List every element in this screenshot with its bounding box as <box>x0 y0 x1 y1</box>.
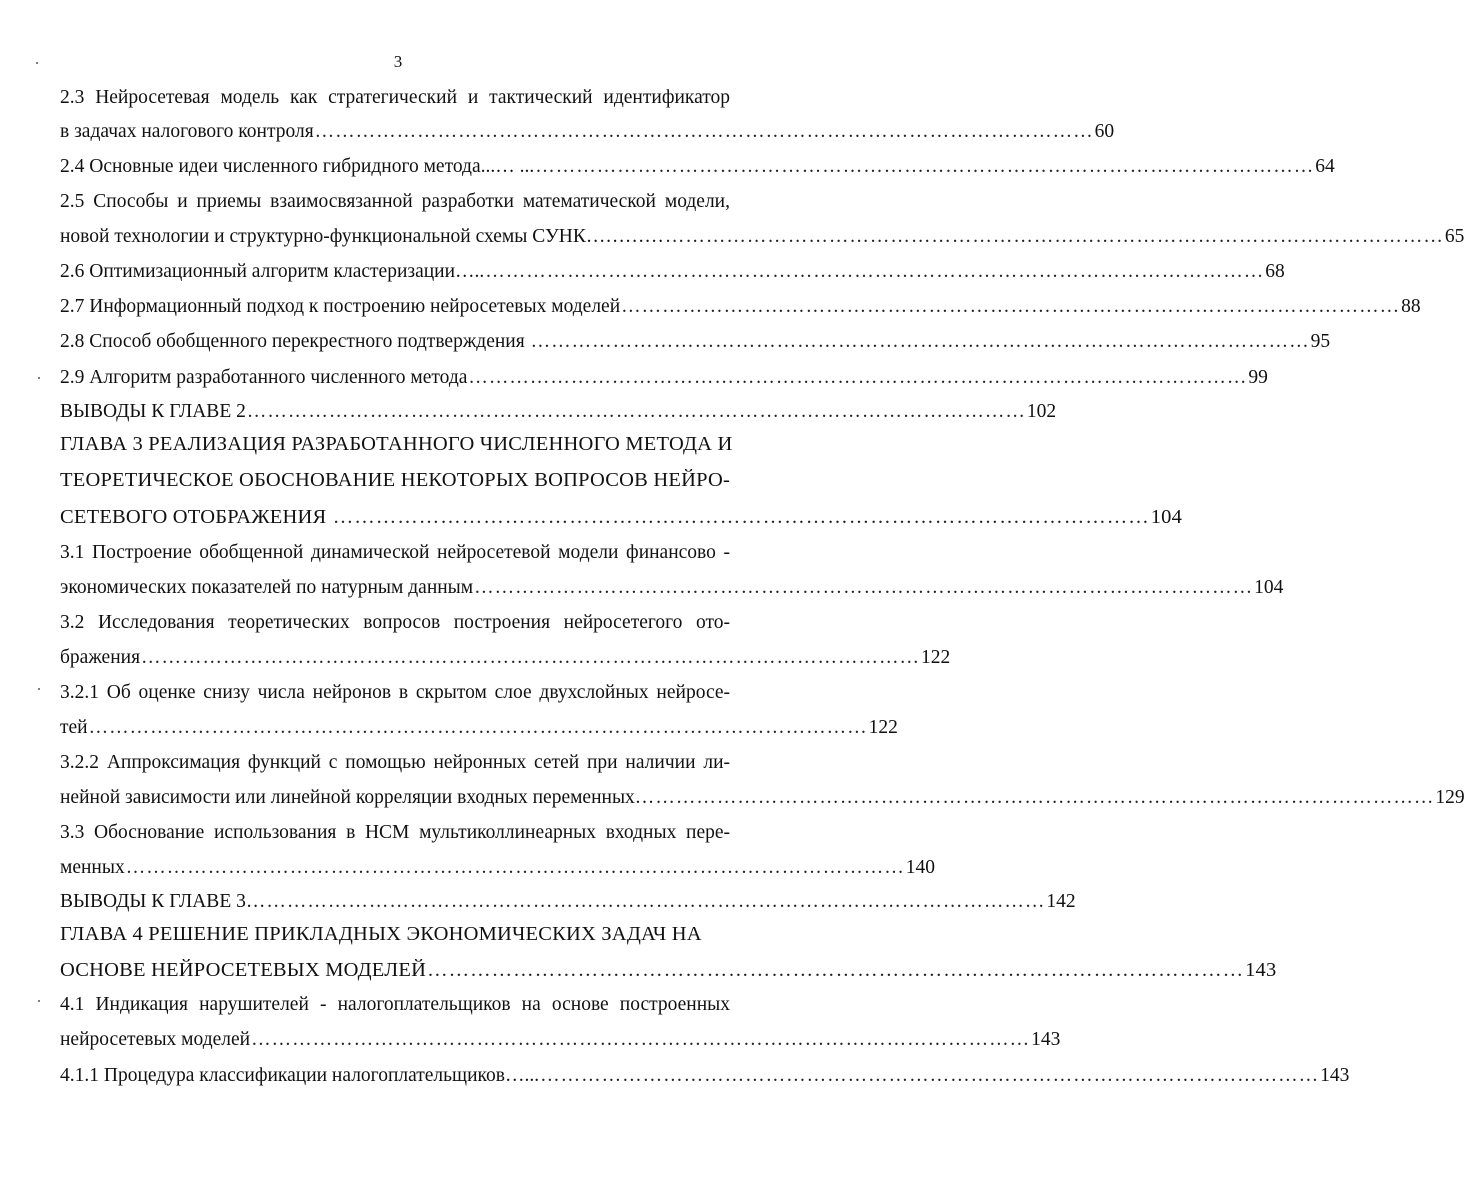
toc-entry-page: 95 <box>1310 331 1331 352</box>
toc-entry-page: 102 <box>1026 401 1057 422</box>
toc-entry-text: ВЫВОДЫ К ГЛАВЕ 2 <box>60 401 246 422</box>
toc-entry-page: 99 <box>1248 367 1268 388</box>
toc-entry-conclusions-3: ВЫВОДЫ К ГЛАВЕ 3… …………………………………………………………………………………………………… 142 <box>60 891 1076 912</box>
toc-entry-3-2-line1: 3.2 Исследования теоретических вопросов построения нейросетегого ото- <box>60 612 730 633</box>
toc-entry-page: 60 <box>1094 121 1115 142</box>
toc-chapter-3-line2: ТЕОРЕТИЧЕСКОЕ ОБОСНОВАНИЕ НЕКОТОРЫХ ВОПРОСОВ НЕЙРО- <box>60 469 730 491</box>
toc-entry-2-5-line1: 2.5 Способы и приемы взаимосвязанной разработки математической модели, <box>60 191 730 212</box>
toc-entry-3-2-1: тей …………………………………………………………………………………………………… 122 <box>60 717 898 738</box>
toc-entry-2-6: 2.6 Оптимизационный алгоритм кластеризации….. …………………………………………………………………………………………………… 68 <box>60 261 1285 282</box>
toc-entry-4-1-line1: 4.1 Индикация нарушителей - налогоплательщиков на основе построенных <box>60 994 730 1015</box>
toc-entry-page: 104 <box>1254 577 1284 598</box>
toc-entry-page: 129 <box>1435 787 1465 808</box>
toc-entry-text: 2.4 Основные идеи численного гибридного метода...… ... <box>60 156 535 177</box>
toc-entry-text: бражения <box>60 647 141 668</box>
scan-speck <box>36 62 38 64</box>
toc-entry-text: нейросетевых моделей <box>60 1029 251 1050</box>
toc-entry-text: в задачах налогового контроля <box>60 121 314 142</box>
toc-entry-text: 2.7 Информационный подход к построению нейросетевых моделей <box>60 296 621 317</box>
toc-entry-page: 122 <box>868 717 898 738</box>
scan-speck <box>38 377 40 379</box>
toc-entry-2-4: 2.4 Основные идеи численного гибридного метода...… ... …………………………………………………………………………………………………… 64 <box>60 156 1335 177</box>
toc-entry-4-1: нейросетевых моделей …………………………………………………………………………………………………… 143 <box>60 1029 1061 1050</box>
toc-entry-4-1-1: 4.1.1 Процедура классификации налогоплательщиков…... …………………………………………………………………………………………………… 143 <box>60 1065 1350 1086</box>
toc-entry-page: 104 <box>1150 506 1183 528</box>
toc-entry-text: 4.1.1 Процедура классификации налогоплательщиков…... <box>60 1065 540 1086</box>
toc-entry-3-2-2-line1: 3.2.2 Аппроксимация функций с помощью нейронных сетей при наличии ли- <box>60 752 730 773</box>
toc-entry-page: 143 <box>1245 959 1277 981</box>
scan-speck <box>38 688 40 690</box>
toc-entry-text: новой технологии и структурно-функциональной схемы СУНК………… <box>60 226 664 247</box>
toc-entry-3-3-line1: 3.3 Обоснование использования в НСМ мультиколлинеарных входных пере- <box>60 822 730 843</box>
toc-entry-page: 122 <box>921 647 951 668</box>
scan-speck <box>38 1000 40 1002</box>
toc-entry-text: 2.9 Алгоритм разработанного численного метода <box>60 367 468 388</box>
toc-entry-page: 68 <box>1265 261 1285 282</box>
toc-entry-conclusions-2: ВЫВОДЫ К ГЛАВЕ 2 …………………………………………………………………………………………………… 102 <box>60 401 1057 422</box>
toc-entry-text: 2.6 Оптимизационный алгоритм кластеризации….. <box>60 261 485 282</box>
toc-entry-2-9: 2.9 Алгоритм разработанного численного метода …………………………………………………………………………………………………… 99 <box>60 367 1268 388</box>
toc-entry-text: экономических показателей по натурным данным <box>60 577 474 598</box>
toc-entry-2-7: 2.7 Информационный подход к построению нейросетевых моделей …………………………………………………………………………………………………… 88 <box>60 296 1421 317</box>
toc-entry-2-3: в задачах налогового контроля …………………………………………………………………………………………………… 60 <box>60 121 1115 142</box>
toc-entry-2-5: новой технологии и структурно-функциональной схемы СУНК………… …………………………………………………………………………………………………… 65 <box>60 226 1465 247</box>
toc-chapter-3-line1: ГЛАВА 3 РЕАЛИЗАЦИЯ РАЗРАБОТАННОГО ЧИСЛЕННОГО МЕТОДА И <box>60 433 733 455</box>
toc-chapter-3: СЕТЕВОГО ОТОБРАЖЕНИЯ …………………………………………………………………………………………………… 104 <box>60 506 1183 528</box>
toc-chapter-4-line1: ГЛАВА 4 РЕШЕНИЕ ПРИКЛАДНЫХ ЭКОНОМИЧЕСКИХ ЗАДАЧ НА <box>60 923 702 945</box>
toc-entry-3-2: бражения …………………………………………………………………………………………………… 122 <box>60 647 951 668</box>
toc-chapter-4: ОСНОВЕ НЕЙРОСЕТЕВЫХ МОДЕЛЕЙ …………………………………………………………………………………………………… 143 <box>60 959 1277 981</box>
toc-entry-page: 142 <box>1046 891 1076 912</box>
toc-entry-3-3: менных …………………………………………………………………………………………………… 140 <box>60 857 935 878</box>
toc-entry-page: 65 <box>1444 226 1465 247</box>
toc-entry-page: 88 <box>1401 296 1421 317</box>
toc-entry-text: ВЫВОДЫ К ГЛАВЕ 3… <box>60 891 266 912</box>
toc-entry-text: менных <box>60 857 125 878</box>
toc-entry-text: 2.8 Способ обобщенного перекрестного подтверждения <box>60 331 530 352</box>
toc-entry-2-3-line1: 2.3 Нейросетевая модель как стратегический и тактический идентификатор <box>60 87 730 108</box>
toc-entry-text: тей <box>60 717 88 738</box>
toc-entry-3-2-2: нейной зависимости или линейной корреляции входных переменных… …………………………………………………………………………………………………… 129 <box>60 787 1465 808</box>
toc-entry-text: нейной зависимости или линейной корреляции входных переменных… <box>60 787 655 808</box>
page-number: 3 <box>393 52 403 71</box>
toc-entry-text: СЕТЕВОГО ОТОБРАЖЕНИЯ <box>60 506 332 528</box>
toc-entry-page: 143 <box>1320 1065 1350 1086</box>
toc-entry-3-1-line1: 3.1 Построение обобщенной динамической нейросетевой модели финансово - <box>60 542 730 563</box>
toc-entry-page: 140 <box>905 857 935 878</box>
toc-entry-page: 143 <box>1031 1029 1061 1050</box>
toc-entry-text: ОСНОВЕ НЕЙРОСЕТЕВЫХ МОДЕЛЕЙ <box>60 959 427 981</box>
toc-entry-3-1: экономических показателей по натурным данным …………………………………………………………………………………………………… 104 <box>60 577 1284 598</box>
toc-entry-3-2-1-line1: 3.2.1 Об оценке снизу числа нейронов в скрытом слое двухслойных нейросе- <box>60 682 730 703</box>
toc-entry-2-8: 2.8 Способ обобщенного перекрестного подтверждения …………………………………………………………………………………………………… 95 <box>60 331 1331 352</box>
toc-entry-page: 64 <box>1315 156 1335 177</box>
